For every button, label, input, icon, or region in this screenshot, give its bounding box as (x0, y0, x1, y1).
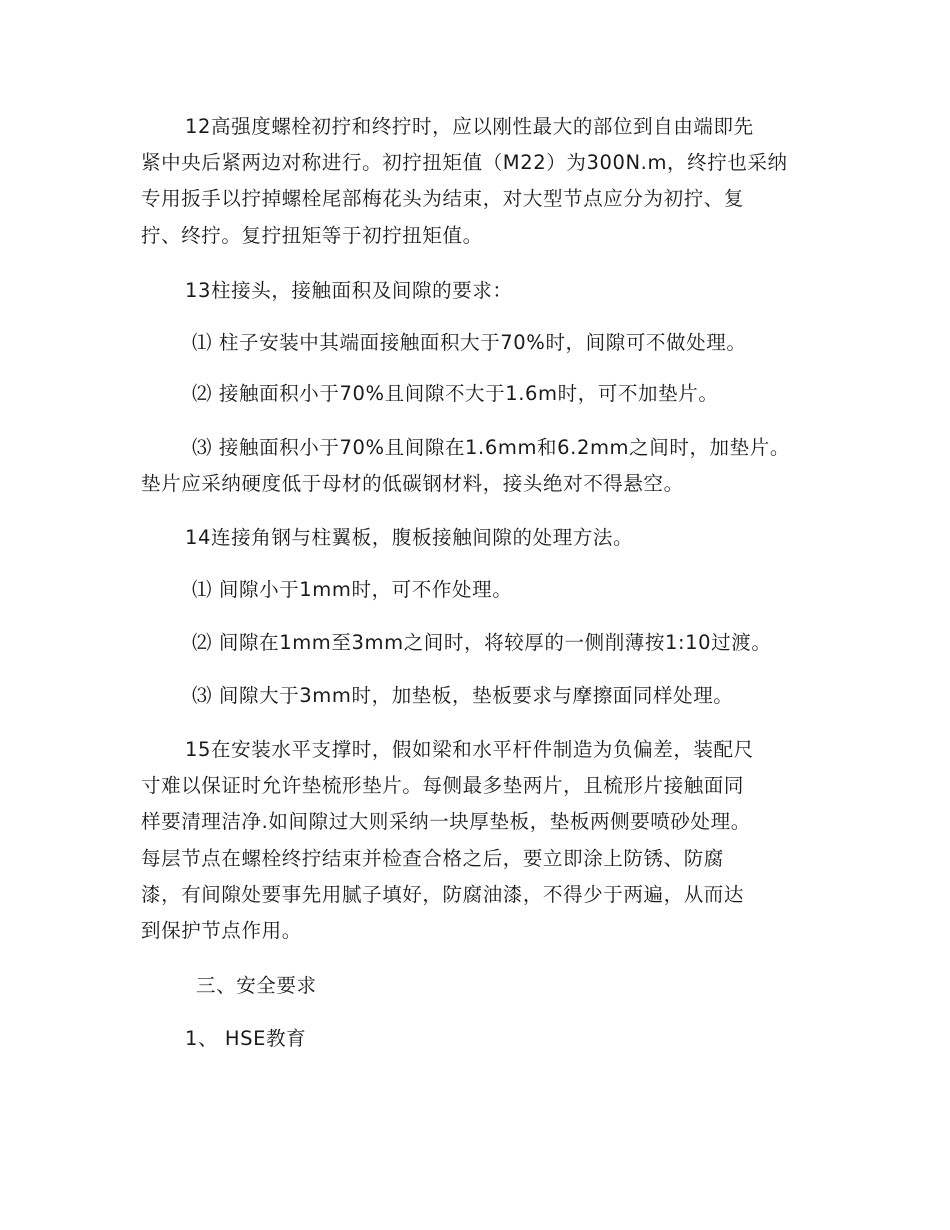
para15-line-6: 到保护节点作用。 (141, 919, 302, 942)
para13-title: 13柱接头，接触面积及间隙的要求： (185, 279, 513, 302)
para15-line-4: 每层节点在螺栓终拧结束并检查合格之后，要立即涂上防锈、防腐 (141, 847, 724, 870)
section-heading: 三、安全要求 (196, 974, 317, 997)
para12-line-4: 拧、终拧。复拧扭矩等于初拧扭矩值。 (141, 224, 483, 247)
para15-line-3: 样要清理洁净.如间隙过大则采纳一块厚垫板，垫板两侧要喷砂处理。 (141, 810, 751, 833)
para15-line-1: 15在安装水平支撑时，假如梁和水平杆件制造为负偏差，装配尺 (185, 738, 754, 761)
para12-line-3: 专用扳手以拧掉螺栓尾部梅花头为结束，对大型节点应分为初拧、复 (141, 187, 745, 210)
para13-item-2: ⑵ 接触面积小于70%且间隙不大于1.6m时，可不加垫片。 (192, 382, 719, 405)
para14-item-3: ⑶ 间隙大于3mm时，加垫板，垫板要求与摩擦面同样处理。 (192, 684, 734, 707)
para14-item-2: ⑵ 间隙在1mm至3mm之间时，将较厚的一侧削薄按1:10过渡。 (192, 631, 772, 654)
para14-title: 14连接角钢与柱翼板，腹板接触间隙的处理方法。 (185, 526, 634, 549)
para13-item-3-line-1: ⑶ 接触面积小于70%且间隙在1.6mm和6.2mm之间时，加垫片。 (192, 436, 790, 459)
para13-item-3-line-2: 垫片应采纳硬度低于母材的低碳钢材料，接头绝对不得悬空。 (141, 472, 684, 495)
hse-item: 1、 HSE教育 (185, 1027, 307, 1050)
para13-item-1: ⑴ 柱子安装中其端面接触面积大于70%时，间隙可不做处理。 (192, 331, 747, 354)
para14-item-1: ⑴ 间隙小于1mm时，可不作处理。 (192, 578, 513, 601)
para12-line-2: 紧中央后紧两边对称进行。初拧扭矩值（M22）为300N.m，终拧也采纳 (141, 151, 788, 174)
para12-line-1: 12高强度螺栓初拧和终拧时，应以刚性最大的部位到自由端即先 (185, 115, 754, 138)
para15-line-2: 寸难以保证时允许垫梳形垫片。每侧最多垫两片，且梳形片接触面同 (141, 774, 745, 797)
para15-line-5: 漆，有间隙处要事先用腻子填好，防腐油漆，不得少于两遍，从而达 (141, 883, 745, 906)
